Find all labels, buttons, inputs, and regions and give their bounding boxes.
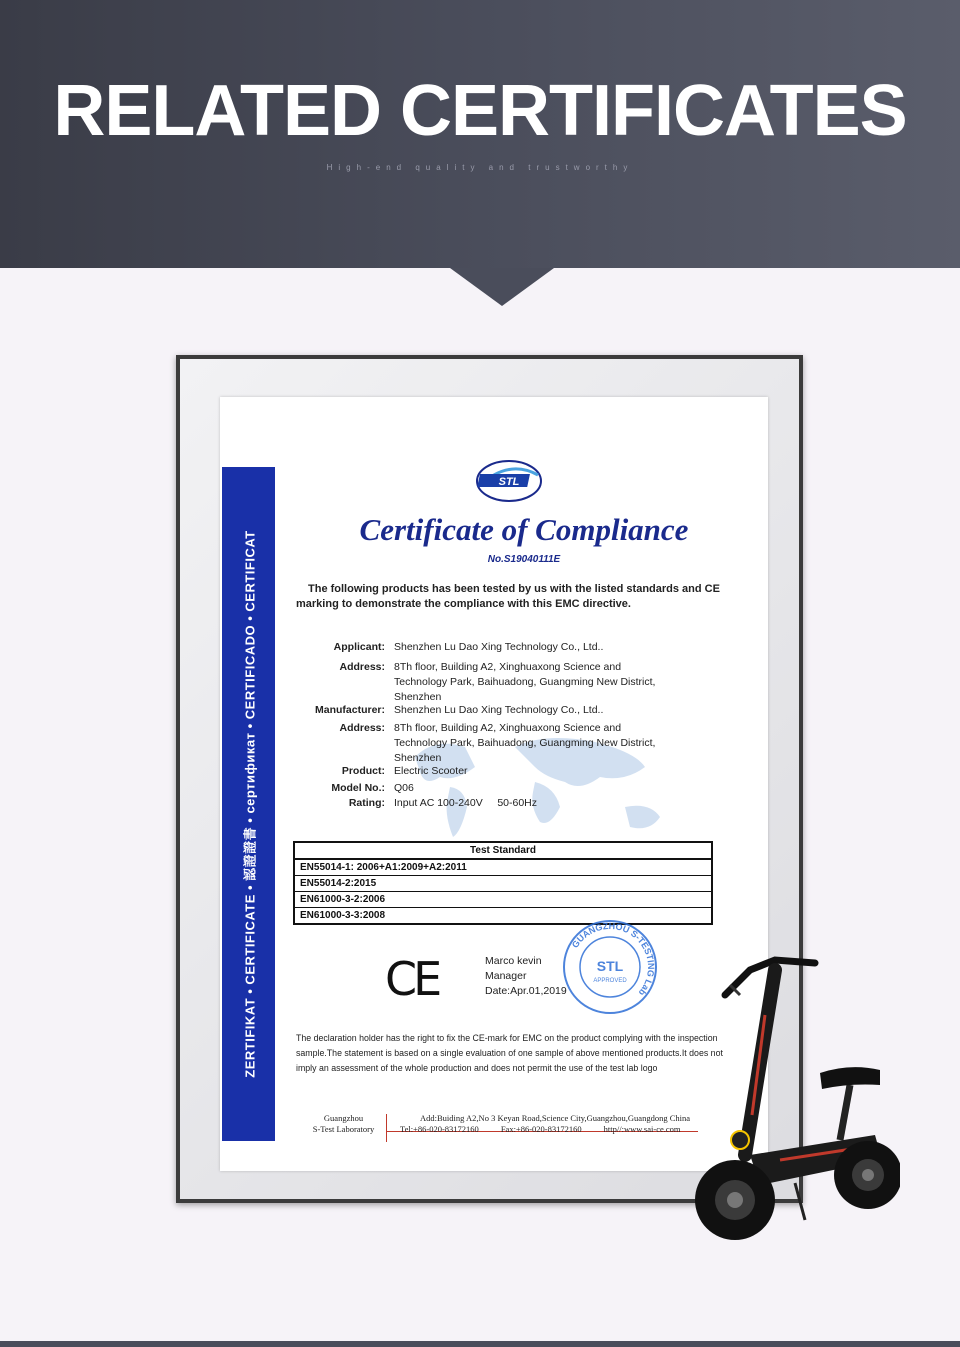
chevron-down-icon bbox=[450, 268, 554, 306]
electric-scooter-image bbox=[690, 955, 900, 1265]
lab-name: Guangzhou S-Test Laboratory bbox=[312, 1113, 375, 1134]
page-title: RELATED CERTIFICATES bbox=[53, 71, 907, 151]
product-value: Electric Scooter bbox=[394, 765, 468, 777]
lab-stamp-icon bbox=[560, 917, 660, 1017]
product-label: Product: bbox=[341, 765, 385, 777]
table-row: EN61000-3-2:2006 bbox=[294, 892, 712, 908]
table-header: Test Standard bbox=[294, 842, 712, 859]
applicant-value: Shenzhen Lu Dao Xing Technology Co., Ltd.. bbox=[394, 641, 604, 653]
rating-label: Rating: bbox=[348, 797, 385, 809]
rating-value: Input AC 100-240V 50-60Hz bbox=[394, 797, 538, 809]
certificate-document bbox=[220, 397, 768, 1171]
manufacturer-value: Shenzhen Lu Dao Xing Technology Co., Ltd.. bbox=[394, 704, 604, 716]
table-row: EN55014-2:2015 bbox=[294, 876, 712, 892]
signer-name: Marco kevin bbox=[485, 955, 542, 967]
certificate-number: No.S19040111E bbox=[487, 554, 561, 565]
lab-web: http//:www.sai-ce.com bbox=[603, 1124, 681, 1134]
ce-mark-icon: CE bbox=[385, 952, 439, 1006]
stl-logo-icon bbox=[474, 455, 544, 507]
lab-tel: Tel:+86-020-83172160 bbox=[400, 1124, 479, 1134]
test-standard-table bbox=[293, 841, 713, 925]
certificate-title: Certificate of Compliance bbox=[359, 512, 689, 547]
table-row: EN55014-1: 2006+A1:2009+A2:2011 bbox=[294, 859, 712, 876]
manufacturer-address: 8Th floor, Building A2, Xinghuaxong Science and Technology Park, Baihuadong, Guangming New District, Shenzhen bbox=[394, 722, 656, 764]
table-row: EN61000-3-3:2008 bbox=[294, 908, 712, 925]
manufacturer-label: Manufacturer: bbox=[314, 704, 385, 716]
address-label: Address: bbox=[339, 722, 385, 734]
signer-title: Manager bbox=[485, 970, 527, 982]
logo-text: STL bbox=[498, 476, 520, 488]
footer-divider bbox=[386, 1114, 387, 1142]
svg-text:APPROVED: APPROVED bbox=[593, 978, 627, 984]
svg-text:STL: STL bbox=[596, 958, 624, 974]
page-subtitle: High-end quality and trustworthy bbox=[326, 163, 634, 172]
header-banner bbox=[0, 0, 960, 268]
bottom-divider bbox=[0, 1341, 960, 1347]
certificate-intro: The following products has been tested by us with the listed standards and CE marking to demonstrate the compliance with this EMC directive. bbox=[296, 583, 720, 610]
lab-address: Add:Buiding A2,No 3 Keyan Road,Science City,Guangzhou,Guangdong China bbox=[420, 1113, 690, 1123]
certificate-side-band bbox=[222, 467, 275, 1141]
declaration-text: The declaration holder has the right to fix the CE-mark for EMC on the product complying with the inspection sample.The statement is based on a single evaluation of one sample of above mentioned products.It does not imply an assessment of the whole production and does not permit the use of the test lab logo bbox=[296, 1033, 723, 1073]
model-value: Q06 bbox=[394, 782, 414, 794]
lab-contact bbox=[400, 1113, 700, 1135]
side-band-text: ZERTIFIKAT • CERTIFICATE • 認證證書 • сертификат • CERTIFICADO • CERTIFICAT bbox=[242, 530, 258, 1078]
svg-text:GUANGZHOU S-TESTING Lab: GUANGZHOU S-TESTING Lab bbox=[569, 920, 657, 998]
applicant-address: 8Th floor, Building A2, Xinghuaxong Science and Technology Park, Baihuadong, Guangming New District, Shenzhen bbox=[394, 661, 656, 703]
model-label: Model No.: bbox=[331, 782, 385, 794]
address-label: Address: bbox=[339, 661, 385, 673]
signer-date: Date:Apr.01,2019 bbox=[485, 985, 567, 997]
lab-fax: Fax:+86-020-83172160 bbox=[500, 1124, 582, 1134]
applicant-label: Applicant: bbox=[333, 641, 385, 653]
signer-block bbox=[485, 954, 567, 999]
